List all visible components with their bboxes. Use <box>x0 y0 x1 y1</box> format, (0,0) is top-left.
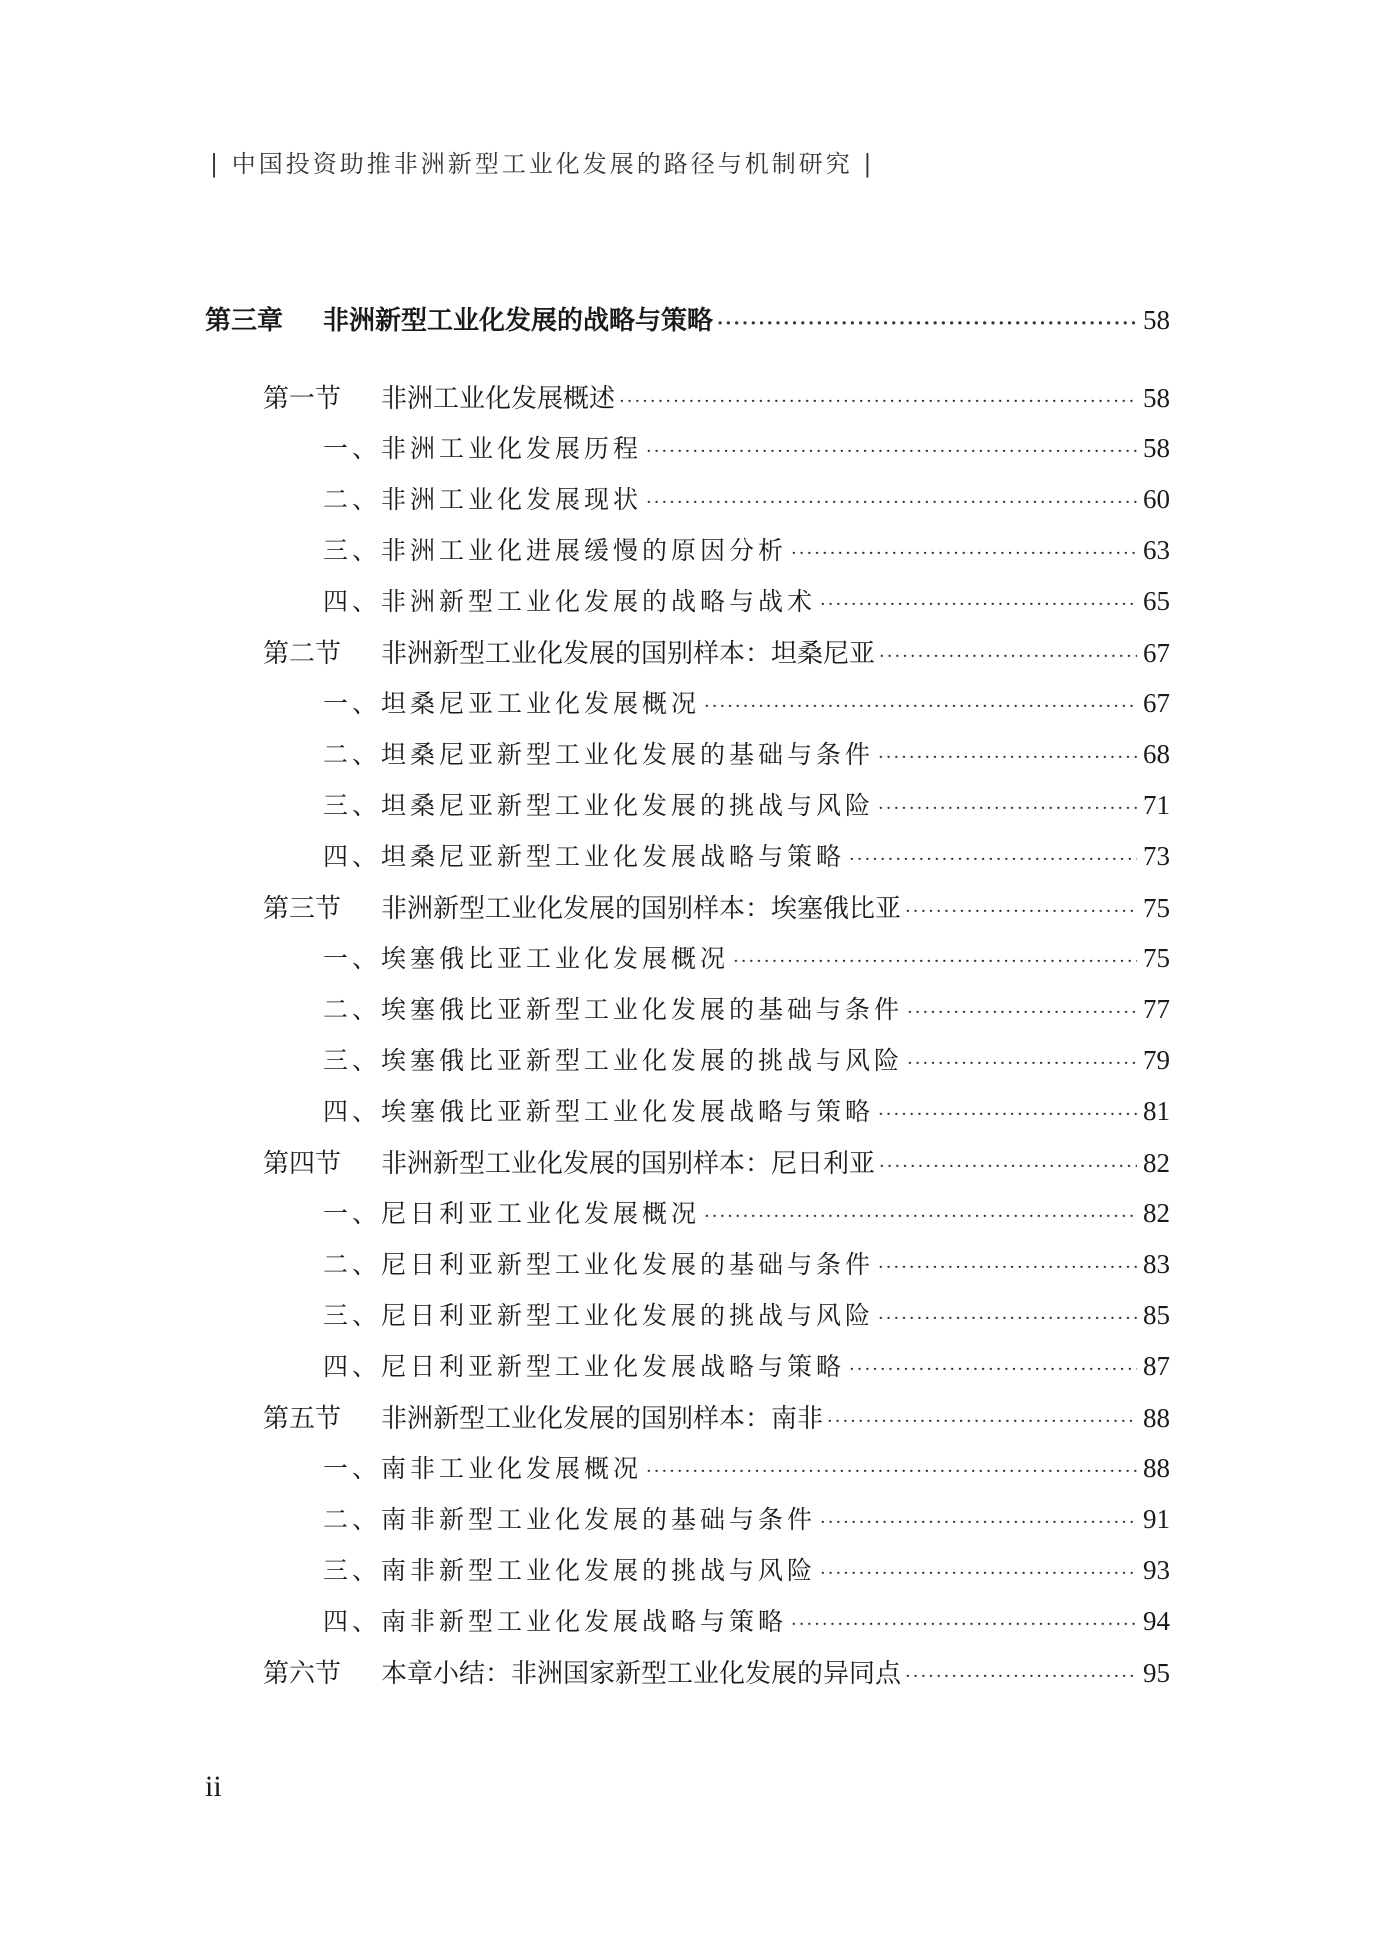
toc-entry-title <box>323 1245 874 1281</box>
page-number: 73 <box>1143 841 1170 871</box>
page-number: 82 <box>1143 1148 1170 1178</box>
entry-title-text: 四、坦桑尼亚新型工业化发展战略与策略 <box>323 842 846 871</box>
toc-entry-list <box>205 378 1170 1704</box>
leader-dots <box>905 901 1137 922</box>
toc-item-entry[interactable] <box>205 735 1170 786</box>
toc-entry-title <box>323 1296 874 1332</box>
leader-dots <box>646 441 1137 462</box>
entry-title-text: 三、南非新型工业化发展的挑战与风险 <box>323 1556 817 1585</box>
toc-entry-title <box>323 837 845 873</box>
section-label: 第五节 <box>263 1404 342 1434</box>
toc-entry-title <box>323 786 874 822</box>
toc-entry-title <box>323 1551 816 1587</box>
leader-dots <box>827 1411 1137 1432</box>
leader-dots <box>878 1104 1137 1125</box>
toc-entry-title <box>323 735 874 771</box>
leader-dots <box>907 1002 1137 1023</box>
entry-title-text: 一、南非工业化发展概况 <box>323 1454 643 1483</box>
toc-item-entry[interactable] <box>205 429 1170 480</box>
page-number: 77 <box>1143 994 1170 1024</box>
section-label: 第二节 <box>263 639 342 669</box>
entry-title-text: 四、南非新型工业化发展战略与策略 <box>323 1607 788 1636</box>
toc-chapter-entry[interactable] <box>205 300 1170 378</box>
page-number: 58 <box>1143 433 1170 463</box>
toc-section-entry[interactable] <box>205 1143 1170 1194</box>
toc-item-entry[interactable] <box>205 1347 1170 1398</box>
entry-title-text: 三、尼日利亚新型工业化发展的挑战与风险 <box>323 1301 875 1330</box>
page-number: 87 <box>1143 1351 1170 1381</box>
leader-dots <box>646 1461 1137 1482</box>
leader-dots <box>704 1206 1137 1227</box>
toc-item-entry[interactable] <box>205 582 1170 633</box>
toc-item-entry[interactable] <box>205 1602 1170 1653</box>
leader-dots <box>849 1359 1137 1380</box>
leader-dots <box>907 1053 1137 1074</box>
chapter-label: 第三章 <box>205 306 284 336</box>
page-number: 58 <box>1143 383 1170 413</box>
toc-entry-title <box>323 1347 845 1383</box>
leader-dots <box>878 747 1137 768</box>
table-of-contents <box>205 300 1170 1704</box>
toc-entry-title <box>323 1500 816 1536</box>
toc-entry-title <box>323 684 700 720</box>
leader-dots <box>905 1666 1137 1687</box>
page-number: 88 <box>1143 1453 1170 1483</box>
entry-title-text: 一、非洲工业化发展历程 <box>323 434 643 463</box>
toc-item-entry[interactable] <box>205 1449 1170 1500</box>
toc-entry-title <box>323 480 642 516</box>
page-number: 95 <box>1143 1658 1170 1688</box>
leader-dots <box>704 696 1137 717</box>
toc-entry-title <box>323 1092 874 1128</box>
toc-item-entry[interactable] <box>205 939 1170 990</box>
toc-entry-title <box>323 531 787 567</box>
page-number: 63 <box>1143 535 1170 565</box>
toc-entry-title <box>263 1143 875 1180</box>
toc-entry-title <box>263 1653 901 1690</box>
entry-title-text: 非洲新型工业化发展的国别样本：坦桑尼亚 <box>381 639 876 669</box>
page-number: 58 <box>1143 305 1170 335</box>
toc-item-entry[interactable] <box>205 990 1170 1041</box>
leader-dots <box>717 313 1137 334</box>
entry-title-text: 一、埃塞俄比亚工业化发展概况 <box>323 944 730 973</box>
page-number: 71 <box>1143 790 1170 820</box>
toc-item-entry[interactable] <box>205 1551 1170 1602</box>
section-label: 第六节 <box>263 1659 342 1689</box>
leader-dots <box>878 1308 1137 1329</box>
entry-title-text: 三、埃塞俄比亚新型工业化发展的挑战与风险 <box>323 1046 904 1075</box>
toc-item-entry[interactable] <box>205 684 1170 735</box>
entry-title-text: 非洲新型工业化发展的国别样本：尼日利亚 <box>381 1149 876 1179</box>
entry-title-text: 四、埃塞俄比亚新型工业化发展战略与策略 <box>323 1097 875 1126</box>
toc-entry-title <box>323 1194 700 1230</box>
entry-title-text: 二、尼日利亚新型工业化发展的基础与条件 <box>323 1250 875 1279</box>
toc-entry-title <box>205 300 713 337</box>
toc-entry-title <box>323 429 642 465</box>
toc-item-entry[interactable] <box>205 1194 1170 1245</box>
leader-dots <box>733 951 1137 972</box>
page-number: 75 <box>1143 943 1170 973</box>
toc-item-entry[interactable] <box>205 786 1170 837</box>
page-number: 88 <box>1143 1403 1170 1433</box>
page-number: 79 <box>1143 1045 1170 1075</box>
toc-entry-title <box>263 888 901 925</box>
leader-dots <box>849 849 1137 870</box>
page-number: 67 <box>1143 638 1170 668</box>
page-number: 94 <box>1143 1606 1170 1636</box>
toc-item-entry[interactable] <box>205 531 1170 582</box>
leader-dots <box>879 1156 1137 1177</box>
section-label: 第四节 <box>263 1149 342 1179</box>
section-label: 第三节 <box>263 894 342 924</box>
entry-title-text: 二、坦桑尼亚新型工业化发展的基础与条件 <box>323 740 875 769</box>
page-number: 60 <box>1143 484 1170 514</box>
page-folio: ii <box>205 1770 222 1803</box>
page-number: 68 <box>1143 739 1170 769</box>
entry-title-text: 非洲新型工业化发展的国别样本：埃塞俄比亚 <box>381 894 902 924</box>
toc-entry-title <box>323 990 903 1026</box>
toc-entry-title <box>263 378 615 415</box>
page-number: 65 <box>1143 586 1170 616</box>
entry-title-text: 一、尼日利亚工业化发展概况 <box>323 1199 701 1228</box>
leader-dots <box>791 543 1137 564</box>
toc-item-entry[interactable] <box>205 1296 1170 1347</box>
toc-entry-title <box>323 582 816 618</box>
toc-entry-title <box>263 633 875 670</box>
leader-dots <box>820 1563 1137 1584</box>
entry-title-text: 本章小结：非洲国家新型工业化发展的异同点 <box>381 1659 902 1689</box>
toc-section-entry[interactable] <box>205 888 1170 939</box>
toc-section-entry[interactable] <box>205 378 1170 429</box>
leader-dots <box>879 646 1137 667</box>
leader-dots <box>878 798 1137 819</box>
entry-title-text: 四、非洲新型工业化发展的战略与战术 <box>323 587 817 616</box>
page-number: 93 <box>1143 1555 1170 1585</box>
toc-section-entry[interactable] <box>205 1398 1170 1449</box>
page-number: 82 <box>1143 1198 1170 1228</box>
page-number: 75 <box>1143 893 1170 923</box>
toc-item-entry[interactable] <box>205 1500 1170 1551</box>
toc-entry-title <box>263 1398 823 1435</box>
leader-dots <box>878 1257 1137 1278</box>
page-number: 81 <box>1143 1096 1170 1126</box>
section-label: 第一节 <box>263 384 342 414</box>
toc-item-entry[interactable] <box>205 1092 1170 1143</box>
entry-title-text: 一、坦桑尼亚工业化发展概况 <box>323 689 701 718</box>
entry-title-text: 二、埃塞俄比亚新型工业化发展的基础与条件 <box>323 995 904 1024</box>
page-number: 83 <box>1143 1249 1170 1279</box>
entry-title-text: 三、坦桑尼亚新型工业化发展的挑战与风险 <box>323 791 875 820</box>
page-number: 85 <box>1143 1300 1170 1330</box>
entry-title-text: 二、南非新型工业化发展的基础与条件 <box>323 1505 817 1534</box>
running-header: | 中国投资助推非洲新型工业化发展的路径与机制研究 | <box>210 150 875 178</box>
toc-section-entry[interactable] <box>205 633 1170 684</box>
leader-dots <box>619 391 1137 412</box>
toc-item-entry[interactable] <box>205 837 1170 888</box>
toc-item-entry[interactable] <box>205 1041 1170 1092</box>
page-number: 91 <box>1143 1504 1170 1534</box>
leader-dots <box>820 1512 1137 1533</box>
toc-entry-title <box>323 1449 642 1485</box>
entry-title-text: 非洲新型工业化发展的国别样本：南非 <box>381 1404 824 1434</box>
chapter-title: 非洲新型工业化发展的战略与策略 <box>323 306 714 336</box>
toc-entry-title <box>323 1602 787 1638</box>
leader-dots <box>820 594 1137 615</box>
toc-item-entry[interactable] <box>205 1245 1170 1296</box>
page-number: 67 <box>1143 688 1170 718</box>
entry-title-text: 非洲工业化发展概述 <box>381 384 616 414</box>
toc-entry-title <box>323 939 729 975</box>
leader-dots <box>646 492 1137 513</box>
leader-dots <box>791 1614 1137 1635</box>
toc-item-entry[interactable] <box>205 480 1170 531</box>
entry-title-text: 二、非洲工业化发展现状 <box>323 485 643 514</box>
entry-title-text: 三、非洲工业化进展缓慢的原因分析 <box>323 536 788 565</box>
toc-section-entry[interactable] <box>205 1653 1170 1704</box>
entry-title-text: 四、尼日利亚新型工业化发展战略与策略 <box>323 1352 846 1381</box>
toc-entry-title <box>323 1041 903 1077</box>
